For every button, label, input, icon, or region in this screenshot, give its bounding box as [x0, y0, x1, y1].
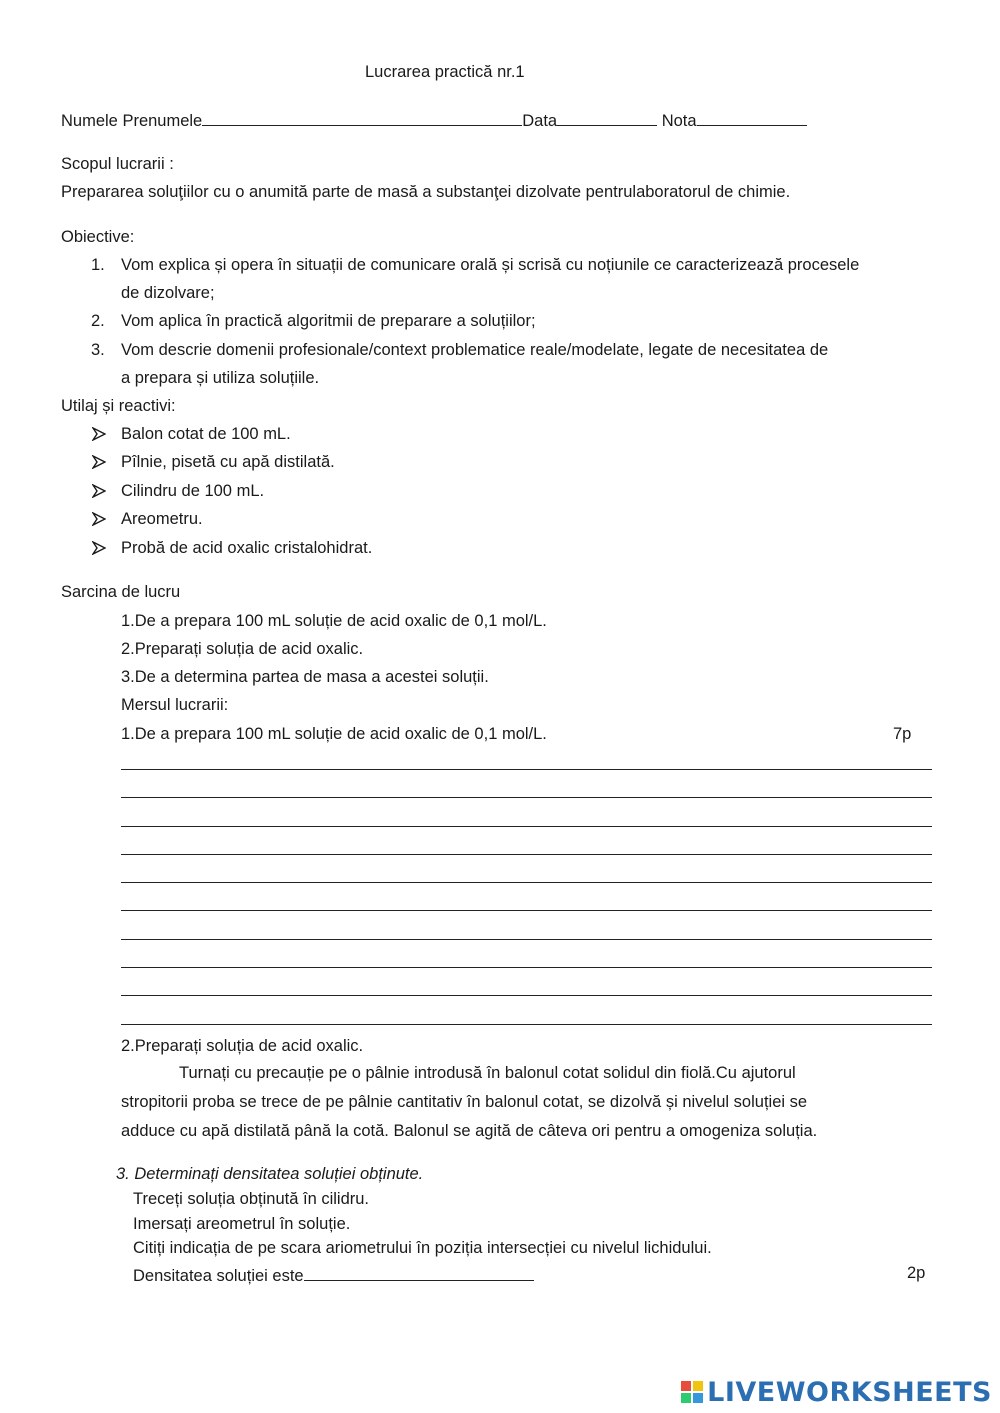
page-title: Lucrarea practică nr.1 — [365, 63, 525, 81]
answer-line[interactable] — [121, 882, 932, 883]
objective-number: 2. — [91, 312, 105, 330]
task-heading: Sarcina de lucru — [61, 583, 181, 601]
answer-line[interactable] — [121, 854, 932, 855]
grade-label: Nota — [661, 112, 697, 130]
answer-line[interactable] — [121, 826, 932, 827]
answer-line[interactable] — [121, 939, 932, 940]
step-3-text: Imersați areometrul în soluție. — [133, 1215, 351, 1233]
objective-number: 3. — [91, 341, 105, 359]
step-2-text: Turnați cu precauție pe o pâlnie introdusă în balonul cotat solidul din fiolă.Cu ajutorul — [179, 1064, 796, 1082]
date-field[interactable] — [557, 109, 657, 126]
answer-line[interactable] — [121, 967, 932, 968]
objectives-heading: Obiective: — [61, 228, 135, 246]
equipment-item: Areometru. — [121, 510, 203, 528]
arrow-bullet-icon — [92, 541, 106, 555]
task-item: 1.De a prepara 100 mL soluție de acid oxalic de 0,1 mol/L. — [121, 612, 547, 630]
procedure-step-3: 3. Determinați densitatea soluției obținute. — [116, 1165, 424, 1183]
objective-text: Vom aplica în practică algoritmii de preparare a soluțiilor; — [121, 312, 536, 330]
objective-text: Vom descrie domenii profesionale/context problematice reale/modelate, legate de necesitatea de — [121, 341, 829, 359]
task-item: 2.Preparați soluția de acid oxalic. — [121, 640, 364, 658]
objective-text: Vom explica și opera în situații de comunicare orală și scrisă cu noțiunile ce caracterizează procesele — [121, 256, 860, 274]
arrow-bullet-icon — [92, 484, 106, 498]
procedure-step-2: 2.Preparați soluția de acid oxalic. — [121, 1037, 364, 1055]
step-2-text: stropitorii proba se trece de pe pâlnie cantitativ în balonul cotat, se dizolvă și nivelul soluției se — [121, 1093, 808, 1111]
procedure-step-1: 1.De a prepara 100 mL soluție de acid oxalic de 0,1 mol/L. — [121, 725, 547, 743]
purpose-heading: Scopul lucrarii : — [61, 155, 174, 173]
density-label: Densitatea soluției este — [133, 1267, 304, 1285]
equipment-item: Probă de acid oxalic cristalohidrat. — [121, 539, 373, 557]
step-3-text: Treceți soluția obținută în cilidru. — [133, 1190, 370, 1208]
arrow-bullet-icon — [92, 455, 106, 469]
logo-text: LIVEWORKSHEETS — [707, 1376, 992, 1408]
purpose-text: Prepararea soluţiilor cu o anumită parte de masă a substanţei dizolvate pentrulaboratorul de chimie. — [61, 183, 791, 201]
answer-line[interactable] — [121, 797, 932, 798]
grade-field[interactable] — [697, 109, 807, 126]
objective-number: 1. — [91, 256, 105, 274]
answer-line[interactable] — [121, 1024, 932, 1025]
equipment-item: Balon cotat de 100 mL. — [121, 425, 291, 443]
density-row — [133, 1264, 534, 1287]
student-info-row — [61, 109, 807, 132]
liveworksheets-logo-icon — [681, 1381, 703, 1403]
step-2-text: adduce cu apă distilată până la cotă. Balonul se agită de câteva ori pentru a omogeniza soluția. — [121, 1122, 818, 1140]
step-1-points: 7p — [893, 725, 912, 743]
equipment-item: Pîlnie, pisetă cu apă distilată. — [121, 453, 335, 471]
objective-text-cont: de dizolvare; — [121, 284, 215, 302]
date-label: Data — [522, 112, 558, 130]
procedure-heading: Mersul lucrarii: — [121, 696, 229, 714]
answer-line[interactable] — [121, 769, 932, 770]
arrow-bullet-icon — [92, 512, 106, 526]
step-3-text: Citiți indicația de pe scara ariometrului în poziția intersecției cu nivelul lichidului. — [133, 1239, 712, 1257]
arrow-bullet-icon — [92, 427, 106, 441]
task-item: 3.De a determina partea de masa a acestei soluții. — [121, 668, 489, 686]
answer-line[interactable] — [121, 910, 932, 911]
name-field[interactable] — [202, 109, 522, 126]
density-field[interactable] — [304, 1264, 534, 1281]
answer-line[interactable] — [121, 995, 932, 996]
liveworksheets-logo — [681, 1377, 992, 1407]
equipment-heading: Utilaj și reactivi: — [61, 397, 176, 415]
name-label: Numele Prenumele — [61, 112, 203, 130]
objective-text-cont: a prepara și utiliza soluțiile. — [121, 369, 320, 387]
equipment-item: Cilindru de 100 mL. — [121, 482, 265, 500]
step-3-points: 2p — [907, 1264, 926, 1282]
